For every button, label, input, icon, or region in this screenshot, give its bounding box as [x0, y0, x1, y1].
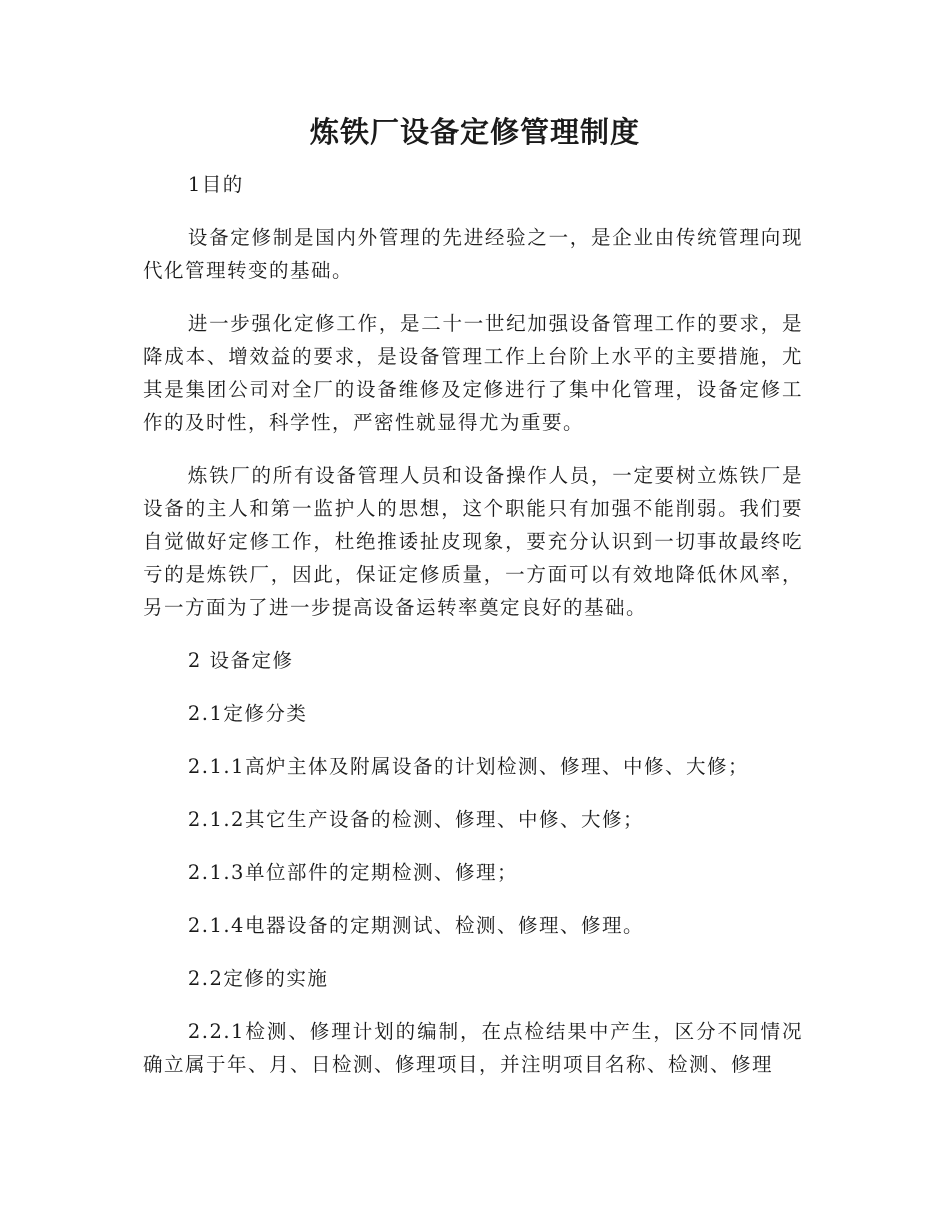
section-heading-purpose: 1目的 [187, 173, 244, 196]
paragraph: 炼铁厂的所有设备管理人员和设备操作人员，一定要树立炼铁厂是设备的主人和第一监护人的思想，这个职能只有加强不能削弱。我们要自觉做好定修工作，杜绝推诿扯皮现象，要充分认识到一切事故最终吃亏的是炼铁厂，因此，保证定修质量，一方面可以有效地降低休风率，另一方面为了进一步提高设备运转率奠定良好的基础。 [143, 464, 803, 619]
document-title: 炼铁厂设备定修管理制度 [309, 115, 640, 149]
paragraph: 进一步强化定修工作，是二十一世纪加强设备管理工作的要求，是降成本、增效益的要求，是设备管理工作上台阶上水平的主要措施，尤其是集团公司对全厂的设备维修及定修进行了集中化管理，设备定修工作的及时性，科学性，严密性就显得尤为重要。 [143, 312, 803, 434]
paragraph: 设备定修制是国内外管理的先进经验之一，是企业由传统管理向现代化管理转变的基础。 [143, 226, 803, 282]
paragraph: 2.2.1检测、修理计划的编制，在点检结果中产生，区分不同情况确立属于年、月、日检测、修理项目，并注明项目名称、检测、修理 [143, 1020, 803, 1076]
list-item: 2.1.1高炉主体及附属设备的计划检测、修理、中修、大修； [187, 755, 749, 778]
list-item: 2.1.3单位部件的定期检测、修理； [187, 861, 518, 884]
subsection-heading-classification: 2.1定修分类 [187, 702, 308, 725]
list-item: 2.1.4电器设备的定期测试、检测、修理、修理。 [187, 914, 644, 937]
list-item: 2.1.2其它生产设备的检测、修理、中修、大修； [187, 808, 644, 831]
document-body [143, 168, 803, 1101]
section-heading-equipment-maintenance: 2 设备定修 [187, 649, 294, 672]
subsection-heading-implementation: 2.2定修的实施 [187, 967, 329, 990]
